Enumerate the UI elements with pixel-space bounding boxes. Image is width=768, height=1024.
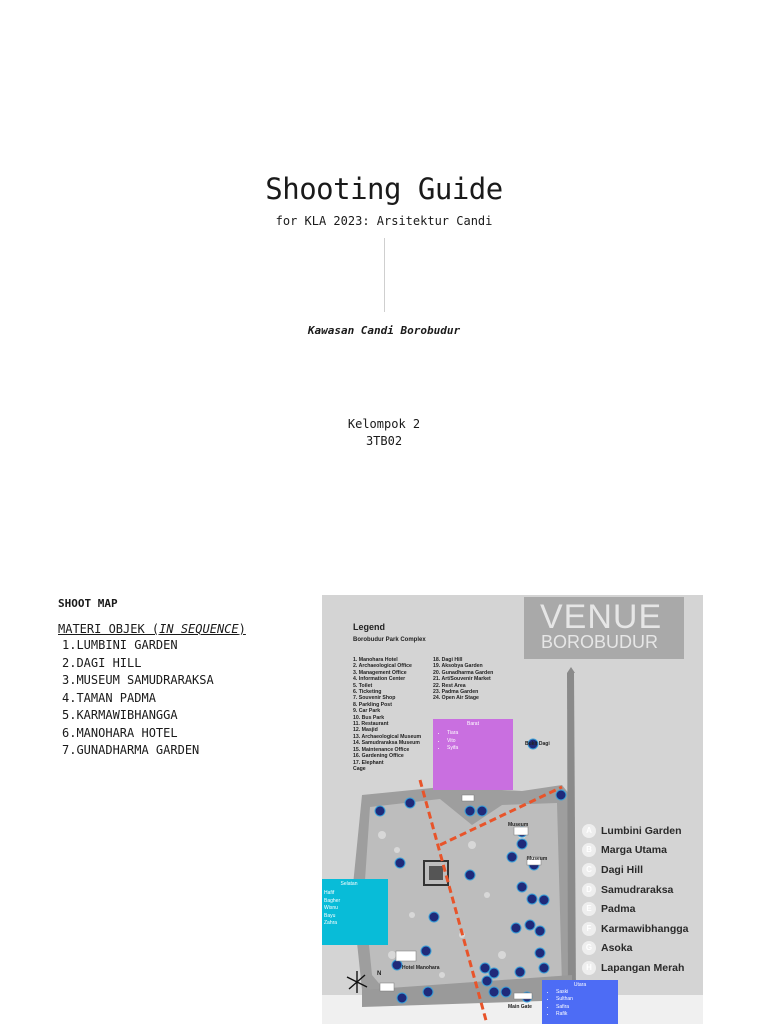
- note-utara-title: Utara: [573, 982, 587, 988]
- list-item: 1.LUMBINI GARDEN: [62, 638, 178, 652]
- legend-item: 24. Open Air Stage: [433, 695, 479, 702]
- zone-letter-badge: C: [582, 863, 596, 877]
- object-list: [58, 637, 308, 760]
- zone-item: [582, 958, 689, 978]
- list-item: 4.TAMAN PADMA: [62, 690, 156, 705]
- legend-title: Legend: [353, 622, 386, 632]
- note-barat-title: Barat: [467, 721, 479, 727]
- legend-item: 8. Parkling Post: [353, 701, 392, 708]
- zone-list: [582, 821, 689, 978]
- legend-item: 16. Gardening Office: [353, 753, 404, 760]
- legend-item: 4. Information Center: [353, 676, 406, 683]
- list-item: 2.DAGI HILL: [62, 655, 142, 670]
- legend-item: 12. Masjid: [353, 727, 378, 734]
- zone-name: Lapangan Merah: [601, 961, 685, 974]
- list-item: 3.MUSEUM SAMUDRARAKSA: [62, 673, 214, 687]
- zone-item: [582, 860, 689, 880]
- zone-item: [582, 880, 689, 900]
- shoot-map-heading: SHOOT MAP: [58, 597, 118, 610]
- zone-name: Padma: [601, 903, 636, 916]
- legend-item: 20. Gunadharma Garden: [433, 669, 494, 676]
- zone-letter-badge: B: [582, 843, 596, 857]
- zone-name: Dagi Hill: [601, 863, 644, 876]
- zone-letter-badge: F: [582, 922, 596, 936]
- legend-item: 21. Art/Souvenir Market: [433, 676, 491, 683]
- list-item: • Hafif: [324, 890, 388, 898]
- legend-item: 1. Manohara Hotel: [353, 657, 398, 663]
- zone-letter-badge: G: [582, 941, 596, 955]
- list-item: • Sulthan: [556, 996, 618, 1003]
- group-class: 3TB02: [365, 434, 403, 448]
- note-selatan-title: Selatan: [340, 881, 358, 887]
- zone-item: [582, 821, 689, 841]
- zone-letter-badge: E: [582, 902, 596, 916]
- zone-item: [582, 939, 689, 959]
- divider-line: [384, 238, 385, 312]
- page-subtitle: for KLA 2023: Arsitektur Candi: [275, 214, 493, 228]
- note-utara: [542, 980, 618, 1024]
- list-item: • Rafik: [556, 1011, 618, 1018]
- zone-item: [582, 841, 689, 861]
- legend-item: Cage: [353, 765, 366, 772]
- zone-letter-badge: D: [582, 883, 596, 897]
- legend-item: 3. Management Office: [353, 669, 407, 676]
- legend-item: 13. Archaeological Museum: [353, 733, 422, 740]
- label-museum: Museum: [508, 822, 529, 828]
- list-item: 6.MANOHARA HOTEL: [62, 725, 178, 740]
- legend-item: 5. Toilet: [353, 682, 373, 689]
- list-item: • Syifa: [447, 745, 513, 753]
- zone-name: Samudraraksa: [601, 883, 674, 896]
- label-bukit-dagi: Bukit Dagi: [525, 741, 550, 747]
- legend-item: 6. Ticketing: [353, 689, 382, 696]
- page-title: Shooting Guide: [265, 172, 503, 206]
- zone-name: Karmawibhangga: [601, 922, 689, 935]
- list-item: 7.GUNADHARMA GARDEN: [62, 743, 200, 757]
- note-barat: [433, 719, 513, 790]
- list-item: • Bagher: [324, 898, 388, 906]
- zone-name: Lumbini Garden: [601, 824, 682, 837]
- label-museum: Museum: [527, 856, 548, 862]
- legend-item: 22. Rest Area: [433, 682, 466, 689]
- shoot-map-section: [58, 597, 308, 760]
- legend-item: 18. Dagi Hill: [433, 657, 463, 663]
- group-info: [0, 416, 768, 450]
- legend-item: 9. Car Park: [353, 708, 381, 715]
- zone-item: [582, 919, 689, 939]
- note-selatan: [322, 879, 388, 945]
- venue-map: [322, 595, 703, 1024]
- legend-list-left: [353, 657, 421, 772]
- legend-item: 23. Padma Garden: [433, 689, 479, 696]
- legend-item: 10. Bus Park: [353, 714, 385, 721]
- location-title: Kawasan Candi Borobudur: [307, 324, 461, 337]
- venue-subtitle: BOROBUDUR: [541, 632, 659, 652]
- legend-item: 19. Aksobya Garden: [433, 663, 483, 670]
- legend-item: 14. Samudraraksa Museum: [353, 740, 420, 747]
- list-item: • Bayu: [324, 913, 388, 921]
- label-main-gate: Main Gate: [508, 1004, 532, 1010]
- list-item: • Tiara: [447, 730, 513, 738]
- zone-letter-badge: A: [582, 824, 596, 838]
- materi-objek-heading: MATERI OBJEK (IN SEQUENCE): [58, 622, 246, 636]
- label-hotel: Hotel Manohara: [402, 965, 440, 971]
- legend-item: 7. Souvenir Shop: [353, 695, 396, 702]
- legend-subtitle: Borobudur Park Complex: [353, 637, 426, 643]
- list-item: • Saski: [556, 989, 618, 996]
- zone-name: Asoka: [601, 942, 633, 955]
- venue-title: VENUE: [540, 598, 663, 636]
- zone-name: Marga Utama: [601, 844, 667, 857]
- list-item: • Wisnu: [324, 905, 388, 913]
- list-item: 5.KARMAWIBHANGGA: [62, 708, 178, 722]
- group-name: Kelompok 2: [347, 417, 421, 431]
- list-item: • Vito: [447, 738, 513, 746]
- list-item: • Safira: [556, 1004, 618, 1011]
- legend-list-right: [433, 657, 493, 702]
- legend-item: 11. Restaurant: [353, 721, 389, 728]
- zone-letter-badge: H: [582, 961, 596, 975]
- zone-item: [582, 899, 689, 919]
- legend-item: 2. Archaeological Office: [353, 663, 412, 670]
- legend-item: 17. Elephant: [353, 759, 384, 766]
- list-item: • Zahra: [324, 920, 388, 928]
- compass-icon: N: [377, 971, 382, 977]
- legend-item: 15. Maintenance Office: [353, 746, 410, 753]
